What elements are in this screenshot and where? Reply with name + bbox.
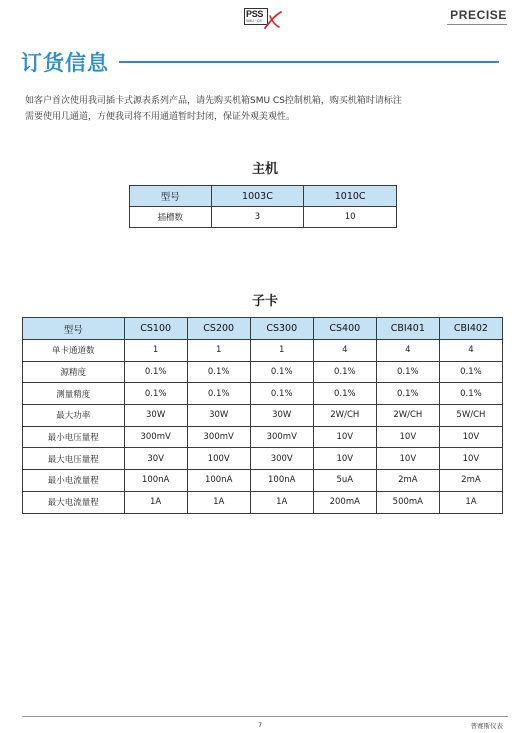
table-cell: 1 — [124, 340, 187, 362]
table-row — [23, 491, 503, 513]
table-cell: 300mV — [250, 426, 313, 448]
table-cell: 30W — [124, 405, 187, 427]
table-cell: 1A — [439, 491, 502, 513]
table-cell: 10V — [376, 426, 439, 448]
table-cell: 2W/CH — [376, 405, 439, 427]
row-label: 最小电压量程 — [23, 426, 125, 448]
table-cell: 0.1% — [250, 383, 313, 405]
card-table-title: 子卡 — [251, 294, 278, 309]
row-label: 单卡通道数 — [23, 340, 125, 362]
card-header-cell: CS100 — [124, 318, 187, 340]
card-header-cell: CS200 — [187, 318, 250, 340]
table-cell: 10V — [313, 426, 376, 448]
table-cell: 4 — [376, 340, 439, 362]
brand-logo: PRECISE — [450, 8, 507, 22]
table-cell: 10 — [304, 207, 397, 228]
table-cell: 30V — [124, 448, 187, 470]
table-cell: 0.1% — [313, 383, 376, 405]
card-header-cell: CBI401 — [376, 318, 439, 340]
row-label: 最大电流量程 — [23, 491, 125, 513]
row-label: 测量精度 — [23, 383, 125, 405]
row-label: 插槽数 — [130, 207, 212, 228]
table-cell: 2mA — [376, 470, 439, 492]
table-cell: 300mV — [124, 426, 187, 448]
table-cell: 4 — [313, 340, 376, 362]
table-row — [23, 405, 503, 427]
table-cell: 1A — [250, 491, 313, 513]
host-table-header-row — [130, 186, 397, 207]
table-cell: 0.1% — [250, 361, 313, 383]
pss-logo — [244, 8, 284, 30]
row-label: 最小电流量程 — [23, 470, 125, 492]
table-cell: 1A — [124, 491, 187, 513]
table-cell: 0.1% — [313, 361, 376, 383]
footer-rule — [22, 716, 508, 717]
table-row — [23, 383, 503, 405]
card-table-header-row — [23, 318, 503, 340]
table-cell: 4 — [439, 340, 502, 362]
card-table — [22, 317, 503, 514]
table-cell: 200mA — [313, 491, 376, 513]
table-cell: 500mA — [376, 491, 439, 513]
logo-brush-stroke-icon — [262, 10, 284, 30]
table-cell: 2mA — [439, 470, 502, 492]
host-table-title: 主机 — [251, 162, 278, 177]
footer-company: 普赛斯仪表 — [470, 722, 503, 730]
table-row — [23, 361, 503, 383]
table-cell: 1 — [187, 340, 250, 362]
table-cell: 1 — [250, 340, 313, 362]
table-cell: 10V — [439, 426, 502, 448]
table-cell: 30W — [250, 405, 313, 427]
card-header-cell: 型号 — [23, 318, 125, 340]
table-cell: 0.1% — [187, 383, 250, 405]
host-header-cell: 型号 — [130, 186, 212, 207]
table-row — [23, 426, 503, 448]
table-cell: 2W/CH — [313, 405, 376, 427]
table-cell: 10V — [439, 448, 502, 470]
table-row — [130, 207, 397, 228]
logo-text: PSS — [246, 9, 264, 19]
table-cell: 3 — [211, 207, 304, 228]
table-row — [23, 448, 503, 470]
intro-line-2: 需要使用几通道，方便我司将不用通道暂时封闭，保证外观美观性。 — [25, 112, 296, 122]
table-cell: 0.1% — [124, 361, 187, 383]
brand-underline — [447, 24, 507, 25]
table-cell: 100V — [187, 448, 250, 470]
host-table — [129, 185, 397, 228]
table-cell: 0.1% — [124, 383, 187, 405]
row-label: 最大功率 — [23, 405, 125, 427]
table-cell: 10V — [376, 448, 439, 470]
table-cell: 0.1% — [439, 361, 502, 383]
row-label: 源精度 — [23, 361, 125, 383]
intro-paragraph — [25, 93, 495, 125]
section-title: 订货信息 — [21, 51, 109, 75]
table-cell: 5W/CH — [439, 405, 502, 427]
card-header-cell: CS300 — [250, 318, 313, 340]
table-cell: 300mV — [187, 426, 250, 448]
table-row — [23, 470, 503, 492]
row-label: 最大电压量程 — [23, 448, 125, 470]
page-number: 7 — [258, 721, 263, 729]
card-header-cell: CBI402 — [439, 318, 502, 340]
table-cell: 30W — [187, 405, 250, 427]
table-cell: 0.1% — [376, 361, 439, 383]
table-cell: 0.1% — [439, 383, 502, 405]
table-cell: 100nA — [250, 470, 313, 492]
host-header-cell: 1003C — [211, 186, 304, 207]
table-cell: 0.1% — [376, 383, 439, 405]
table-cell: 5uA — [313, 470, 376, 492]
card-header-cell: CS400 — [313, 318, 376, 340]
title-rule — [119, 61, 499, 63]
host-header-cell: 1010C — [304, 186, 397, 207]
logo-subtext: SMU · CS — [246, 19, 262, 23]
table-cell: 300V — [250, 448, 313, 470]
intro-line-1: 如客户首次使用我司插卡式源表系列产品，请先购买机箱SMU CS控制机箱，购买机箱时请标注 — [25, 96, 402, 106]
table-cell: 1A — [187, 491, 250, 513]
table-cell: 0.1% — [187, 361, 250, 383]
table-cell: 10V — [313, 448, 376, 470]
table-cell: 100nA — [187, 470, 250, 492]
table-row — [23, 340, 503, 362]
table-cell: 100nA — [124, 470, 187, 492]
